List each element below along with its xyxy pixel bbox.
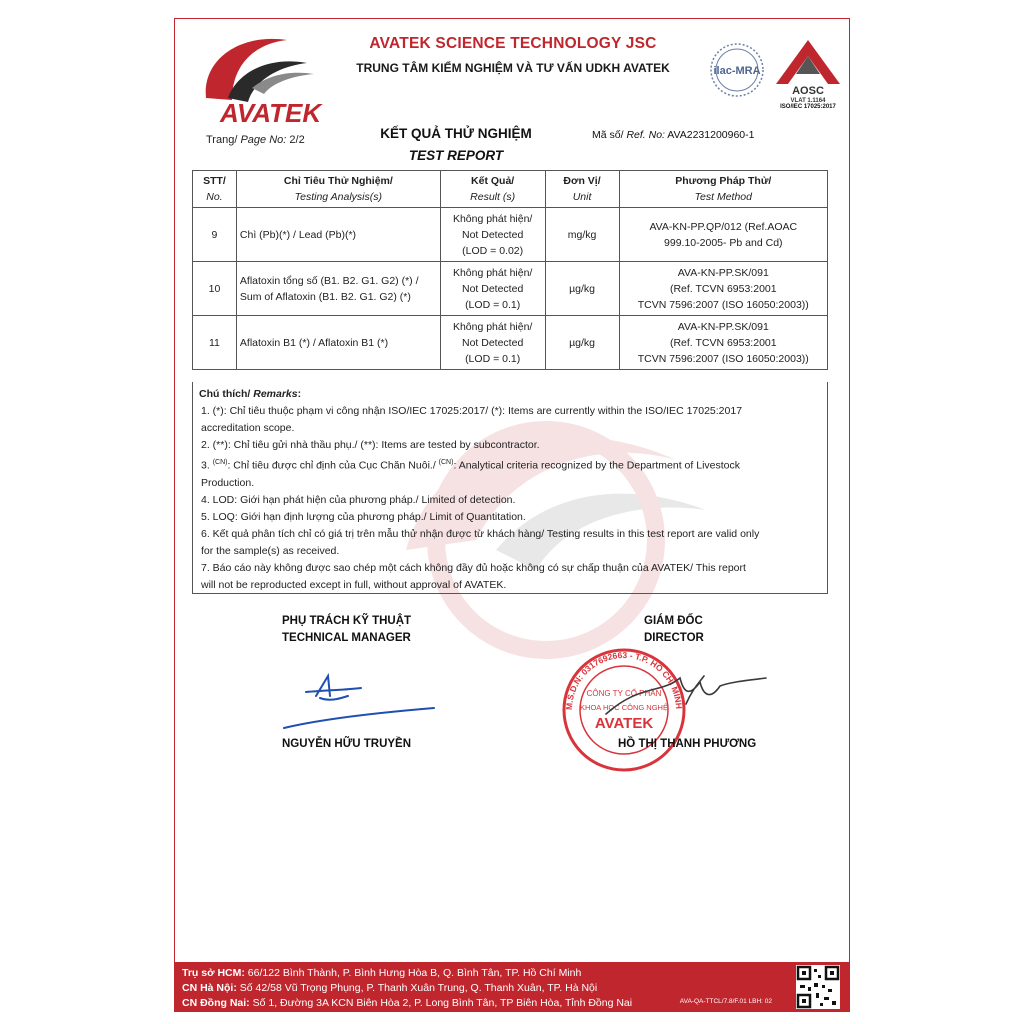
company-subtitle: TRUNG TÂM KIỂM NGHIỆM VÀ TƯ VẤN UDKH AVATEK <box>356 61 670 75</box>
header-analysis: Chỉ Tiêu Thử Nghiệm/ Testing Analysis(s) <box>236 171 440 208</box>
qr-code <box>796 965 840 1009</box>
footer-bar <box>174 962 850 1012</box>
cell-result: Không phát hiện/ Not Detected (LOD = 0.1) <box>440 316 545 370</box>
director-title-en: DIRECTOR <box>644 632 704 644</box>
remark-item: 2. (**): Chỉ tiêu gửi nhà thầu phụ./ (**): Items are tested by subcontractor. <box>201 439 540 451</box>
cell-result: Không phát hiện/ Not Detected (LOD = 0.02) <box>440 208 545 262</box>
aosc-badge <box>770 38 846 110</box>
director-name: HỒ THỊ THANH PHƯƠNG <box>618 738 757 750</box>
cell-analysis: Aflatoxin tổng số (B1. B2. G1. G2) (*) / Sum of Aflatoxin (B1. B2. G1. G2) (*) <box>236 262 440 316</box>
report-page <box>156 0 868 1024</box>
cell-unit: µg/kg <box>545 316 619 370</box>
technical-manager-title-vi: PHỤ TRÁCH KỸ THUẬT <box>282 615 412 627</box>
technical-manager-name: NGUYỄN HỮU TRUYỀN <box>282 738 412 750</box>
avatek-logo <box>192 28 332 128</box>
form-code: AVA-QA-TTCL/7.8/F.01 LBH: 02 <box>679 998 772 1005</box>
cell-analysis: Aflatoxin B1 (*) / Aflatoxin B1 (*) <box>236 316 440 370</box>
remark-item: 1. (*): Chỉ tiêu thuộc phạm vi công nhận ISO/IEC 17025:2017/ (*): Items are currently within the ISO/IEC 17025:2017 accreditation scope. <box>201 405 743 434</box>
remark-item: 4. LOD: Giới hạn phát hiện của phương pháp./ Limited of detection. <box>201 493 516 506</box>
header-method: Phương Pháp Thử/ Test Method <box>619 171 827 208</box>
cell-no: 11 <box>193 316 237 370</box>
technical-manager-signature <box>276 668 436 738</box>
reference-number: Mã số/ Ref. No: AVA2231200960-1 <box>592 129 755 141</box>
report-title-vi: KẾT QUẢ THỬ NGHIỆM <box>380 126 532 141</box>
cell-unit: mg/kg <box>545 208 619 262</box>
remark-item: 5. LOQ: Giới hạn định lượng của phương pháp./ Limit of Quantitation. <box>201 510 526 523</box>
report-title-en: TEST REPORT <box>408 148 504 163</box>
svg-text:VLAT 1.1164: VLAT 1.1164 <box>790 98 826 104</box>
header-unit: Đơn Vị/ Unit <box>545 171 619 208</box>
cell-analysis: Chì (Pb)(*) / Lead (Pb)(*) <box>236 208 440 262</box>
header-no: STT/ No. <box>193 171 237 208</box>
cell-no: 10 <box>193 262 237 316</box>
table-row <box>193 208 828 262</box>
table-header-row <box>193 171 828 208</box>
cell-unit: µg/kg <box>545 262 619 316</box>
cell-no: 9 <box>193 208 237 262</box>
director-signature <box>600 664 770 724</box>
svg-text:M.S.D.N: 0317692663 - T.P. HỒ: M.S.D.N: 0317692663 - T.P. HỒ CHÍ MINH <box>563 649 685 711</box>
remarks-box <box>192 382 828 594</box>
cell-method: AVA-KN-PP.QP/012 (Ref.AOAC 999.10-2005- Pb and Cd) <box>619 208 827 262</box>
table-row <box>193 262 828 316</box>
svg-text:AVATEK: AVATEK <box>594 715 654 732</box>
cell-method: AVA-KN-PP.SK/091 (Ref. TCVN 6953:2001 TCVN 7596:2007 (ISO 16050:2003)) <box>619 316 827 370</box>
cell-result: Không phát hiện/ Not Detected (LOD = 0.1) <box>440 262 545 316</box>
svg-text:ilac-MRA: ilac-MRA <box>713 65 761 77</box>
technical-manager-title-en: TECHNICAL MANAGER <box>282 632 411 644</box>
remark-item: 7. Báo cáo này không được sao chép một cách không đầy đủ hoặc không có sự chấp thuận của AVATEK/ This report will not be reproducted except in full, without approval of AVATEK. <box>201 561 746 591</box>
remark-item: 6. Kết quả phân tích chỉ có giá trị trên mẫu thử nhận được từ khách hàng/ Testing results in this test report are valid only for the sample(s) as received. <box>201 527 760 557</box>
svg-text:AOSC: AOSC <box>792 85 824 97</box>
iso-standard-label: ISO/IEC 17025:2017 <box>780 104 836 110</box>
cell-method: AVA-KN-PP.SK/091 (Ref. TCVN 6953:2001 TCVN 7596:2007 (ISO 16050:2003)) <box>619 262 827 316</box>
company-name: AVATEK SCIENCE TECHNOLOGY JSC <box>369 35 657 52</box>
results-table <box>192 170 828 370</box>
page-number: Trang/ Page No: 2/2 <box>206 134 305 146</box>
svg-text:AVATEK: AVATEK <box>220 98 322 128</box>
remarks-title: Chú thích/ Remarks: <box>199 388 302 400</box>
header-result: Kết Quả/ Result (s) <box>440 171 545 208</box>
footer-line: Trụ sở HCM: 66/122 Bình Thành, P. Bình Hưng Hòa B, Q. Bình Tân, TP. Hồ Chí Minh <box>182 967 582 979</box>
svg-text:KHOA HỌC CÔNG NGHỆ: KHOA HỌC CÔNG NGHỆ <box>580 703 668 712</box>
footer-line: CN Hà Nội: Số 42/58 Vũ Trọng Phụng, P. Thanh Xuân Trung, Q. Thanh Xuân, TP. Hà Nội <box>182 982 598 994</box>
director-title-vi: GIÁM ĐỐC <box>644 615 703 627</box>
table-row <box>193 316 828 370</box>
ilac-mra-badge <box>706 42 768 102</box>
svg-text:CÔNG TY CỔ PHẦN: CÔNG TY CỔ PHẦN <box>586 689 662 698</box>
remark-item: 3. $^{(CN)}$: Chỉ tiêu được chỉ định của Cục Chăn Nuôi./ $^{(CN)}$: Analytical criteria recognized by the Department of Livestock Production. <box>201 459 740 489</box>
footer-line: CN Đồng Nai: Số 1, Đường 3A KCN Biên Hòa 2, P. Long Bình Tân, TP Biên Hòa, Tỉnh Đồng Nai <box>182 997 633 1009</box>
